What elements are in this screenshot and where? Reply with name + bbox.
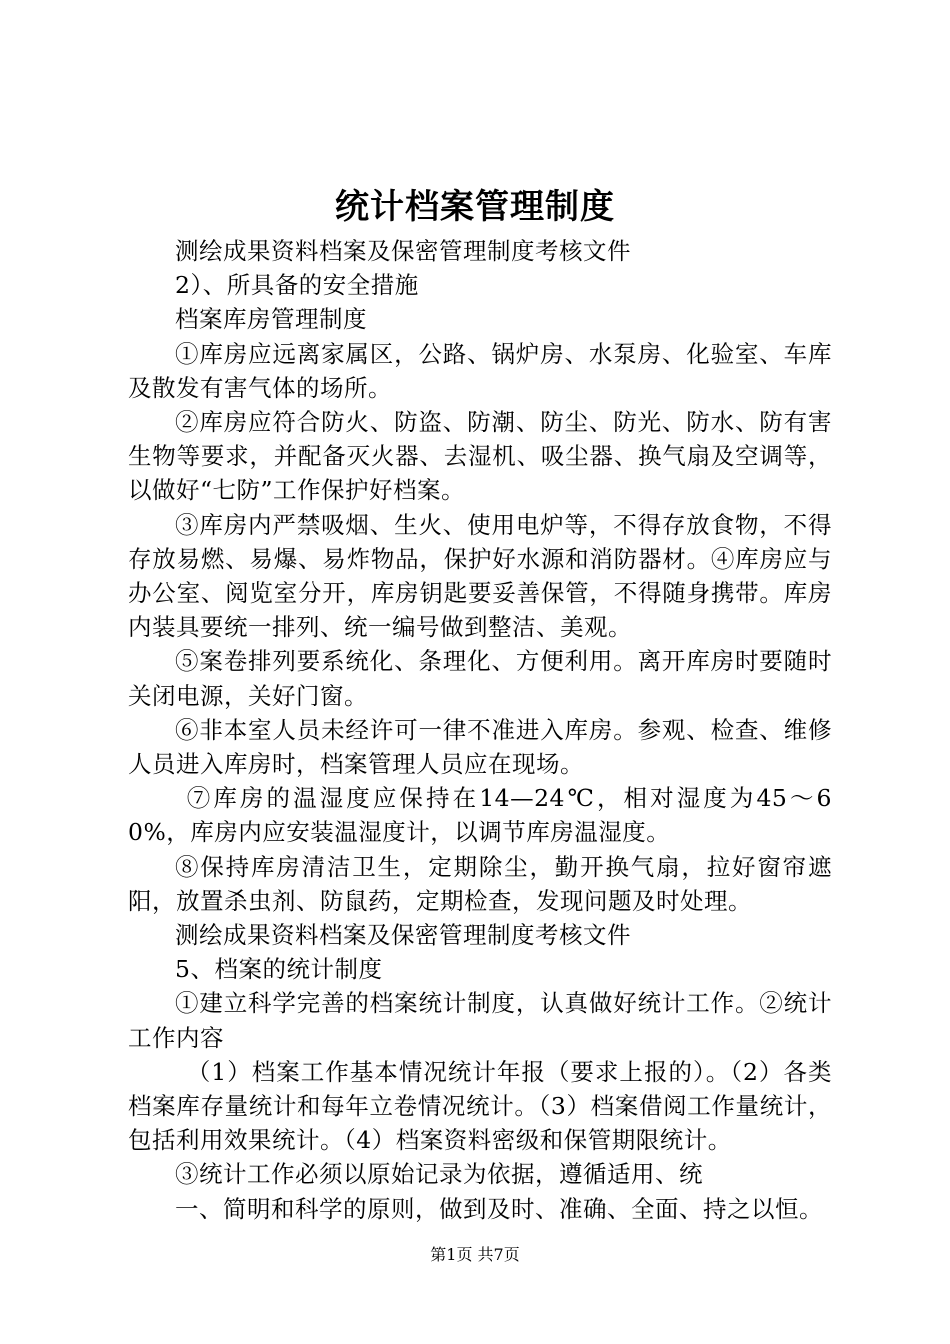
paragraph-rule-3-4: ③库房内严禁吸烟、生火、使用电炉等，不得存放食物，不得存放易燃、易爆、易炸物品，保护好水源和消防器材。④库房应与办公室、阅览室分开，库房钥匙要妥善保管，不得随身携带。库房内装具要统一排列、统一编号做到整洁、美观。 bbox=[128, 510, 832, 642]
paragraph-stat-contents: （1）档案工作基本情况统计年报（要求上报的）。（2）各类档案库存量统计和每年立卷情况统计。（3）档案借阅工作量统计，包括利用效果统计。（4）档案资料密级和保管期限统计。 bbox=[128, 1057, 832, 1155]
paragraph-statistics-heading: 5、档案的统计制度 bbox=[175, 955, 383, 984]
page-footer: 第1页 共7页 bbox=[430, 1245, 520, 1264]
paragraph-rule-5: ⑤案卷排列要系统化、条理化、方便利用。离开库房时要随时关闭电源，关好门窗。 bbox=[128, 647, 832, 710]
paragraph-rule-1: ①库房应远离家属区，公路、锅炉房、水泵房、化验室、车库及散发有害气体的场所。 bbox=[128, 339, 832, 402]
paragraph-stat-1-2: ①建立科学完善的档案统计制度，认真做好统计工作。②统计工作内容 bbox=[128, 989, 832, 1052]
paragraph-heading-2: 测绘成果资料档案及保密管理制度考核文件 bbox=[175, 921, 631, 950]
paragraph-heading-1: 测绘成果资料档案及保密管理制度考核文件 bbox=[175, 237, 631, 265]
paragraph-safety-measures: 2）、所具备的安全措施 bbox=[175, 271, 419, 300]
document-body bbox=[128, 234, 832, 1226]
paragraph-rule-2: ②库房应符合防火、防盗、防潮、防尘、防光、防水、防有害生物等要求，并配备灭火器、去湿机、吸尘器、换气扇及空调等，以做好“七防”工作保护好档案。 bbox=[128, 408, 832, 505]
paragraph-rule-8: ⑧保持库房清洁卫生，定期除尘，勤开换气扇，拉好窗帘遮阳，放置杀虫剂、防鼠药，定期检查，发现问题及时处理。 bbox=[128, 852, 832, 915]
paragraph-storage-rules-heading: 档案库房管理制度 bbox=[175, 305, 367, 334]
document-title: 统计档案管理制度 bbox=[335, 187, 615, 227]
paragraph-stat-principles: 一、简明和科学的原则，做到及时、准确、全面、持之以恒。 bbox=[175, 1194, 823, 1223]
paragraph-stat-3: ③统计工作必须以原始记录为依据，遵循适用、统 bbox=[175, 1160, 703, 1189]
paragraph-rule-7: ⑦库房的温湿度应保持在14—24℃，相对湿度为45～60%，库房内应安装温湿度计，以调节库房温湿度。 bbox=[128, 784, 832, 847]
paragraph-rule-6: ⑥非本室人员未经许可一律不准进入库房。参观、检查、维修人员进入库房时，档案管理人员应在现场。 bbox=[128, 715, 832, 779]
